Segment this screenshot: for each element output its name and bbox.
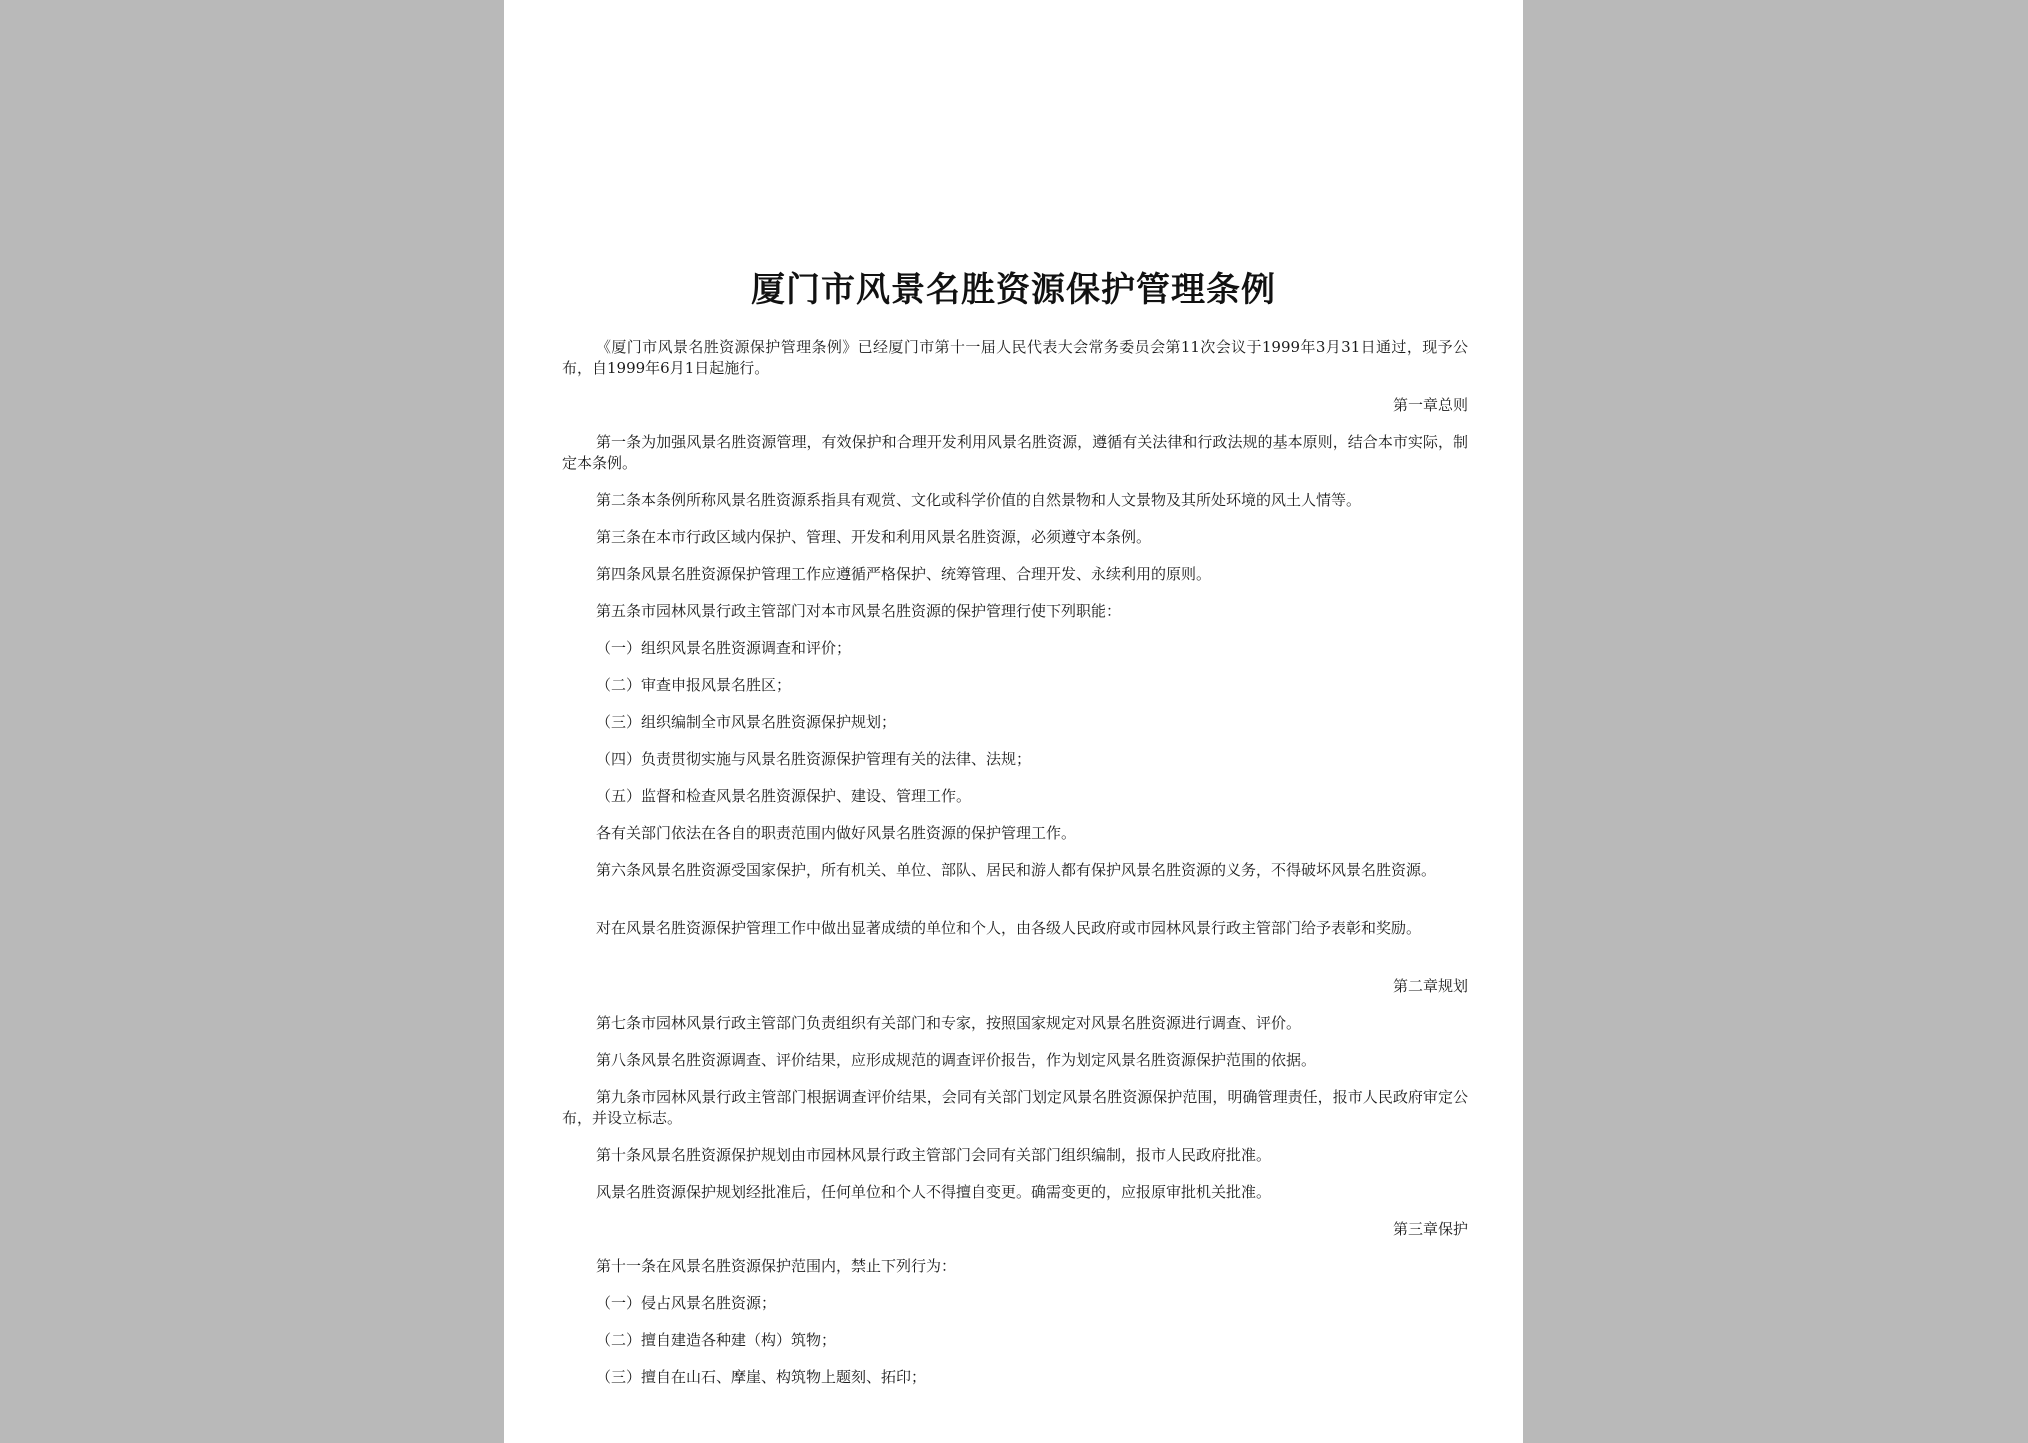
list-item: （三）组织编制全市风景名胜资源保护规划； [596, 713, 897, 731]
article-paragraph: 第十条风景名胜资源保护规划由市园林风景行政主管部门会同有关部门组织编制，报市人民政府批准。 [596, 1146, 1272, 1164]
article-paragraph: 第十一条在风景名胜资源保护范围内，禁止下列行为： [596, 1257, 957, 1275]
document-body [562, 337, 1468, 1404]
article-paragraph: 第八条风景名胜资源调查、评价结果，应形成规范的调查评价报告，作为划定风景名胜资源保护范围的依据。 [596, 1051, 1317, 1069]
list-item: （二）擅自建造各种建（构）筑物； [596, 1331, 837, 1349]
article-paragraph: 第九条市园林风景行政主管部门根据调查评价结果，会同有关部门划定风景名胜资源保护范围，明确管理责任，报市人民政府审定公布，并设立标志。 [562, 1088, 1468, 1127]
article-paragraph: 对在风景名胜资源保护管理工作中做出显著成绩的单位和个人，由各级人民政府或市园林风景行政主管部门给予表彰和奖励。 [596, 919, 1422, 937]
list-item: （一）侵占风景名胜资源； [596, 1294, 777, 1312]
article-paragraph: 第六条风景名胜资源受国家保护，所有机关、单位、部队、居民和游人都有保护风景名胜资源的义务，不得破坏风景名胜资源。 [596, 861, 1437, 879]
chapter-heading: 第一章总则 [1392, 396, 1468, 414]
article-paragraph: 第五条市园林风景行政主管部门对本市风景名胜资源的保护管理行使下列职能： [596, 602, 1122, 620]
chapter-heading: 第三章保护 [1392, 1220, 1468, 1238]
list-item: （二）审查申报风景名胜区； [596, 676, 792, 694]
article-paragraph: 第三条在本市行政区域内保护、管理、开发和利用风景名胜资源，必须遵守本条例。 [596, 528, 1152, 546]
list-item: （一）组织风景名胜资源调查和评价； [596, 639, 852, 657]
article-paragraph: 风景名胜资源保护规划经批准后，任何单位和个人不得擅自变更。确需变更的，应报原审批机关批准。 [596, 1183, 1272, 1201]
article-paragraph: 各有关部门依法在各自的职责范围内做好风景名胜资源的保护管理工作。 [596, 824, 1077, 842]
article-paragraph: 第一条为加强风景名胜资源管理，有效保护和合理开发利用风景名胜资源，遵循有关法律和行政法规的基本原则，结合本市实际，制定本条例。 [562, 433, 1468, 472]
list-item: （三）擅自在山石、摩崖、构筑物上题刻、拓印； [596, 1368, 927, 1386]
list-item: （五）监督和检查风景名胜资源保护、建设、管理工作。 [596, 787, 972, 805]
document-page [504, 0, 1523, 1443]
article-paragraph: 第四条风景名胜资源保护管理工作应遵循严格保护、统筹管理、合理开发、永续利用的原则。 [596, 565, 1212, 583]
list-item: （四）负责贯彻实施与风景名胜资源保护管理有关的法律、法规； [596, 750, 1032, 768]
article-paragraph: 第七条市园林风景行政主管部门负责组织有关部门和专家，按照国家规定对风景名胜资源进行调查、评价。 [596, 1014, 1302, 1032]
article-paragraph: 第二条本条例所称风景名胜资源系指具有观赏、文化或科学价值的自然景物和人文景物及其所处环境的风土人情等。 [596, 491, 1362, 509]
chapter-heading: 第二章规划 [1392, 977, 1468, 995]
preamble-paragraph: 《厦门市风景名胜资源保护管理条例》已经厦门市第十一届人民代表大会常务委员会第11次会议于1999年3月31日通过，现予公布，自1999年6月1日起施行。 [562, 338, 1468, 377]
document-title: 厦门市风景名胜资源保护管理条例 [751, 270, 1276, 310]
